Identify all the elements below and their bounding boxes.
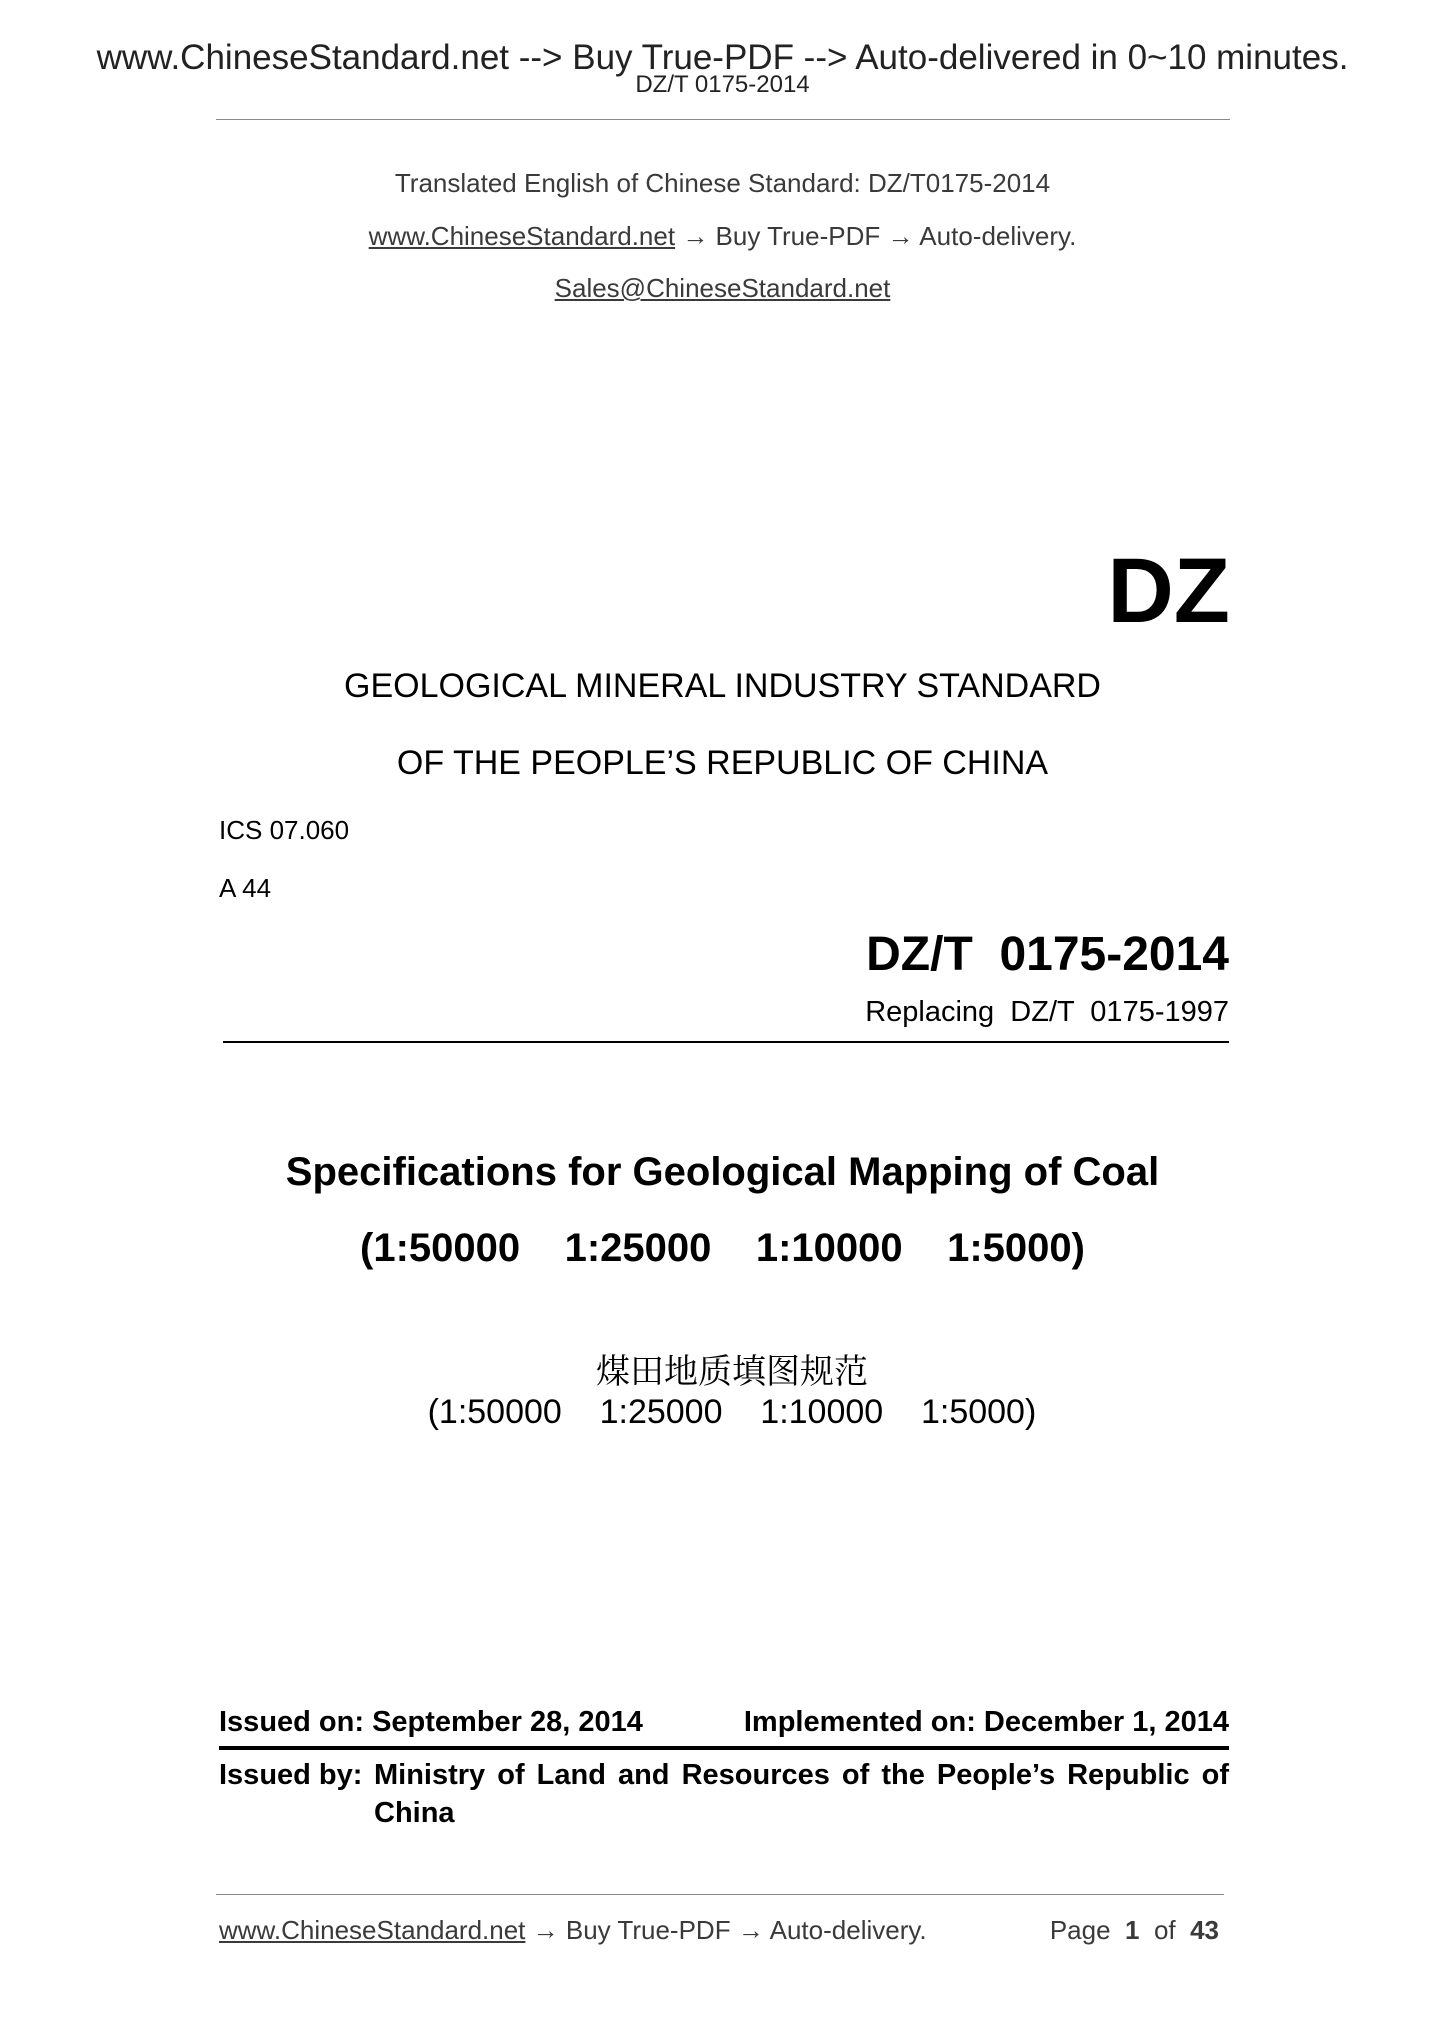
- translation-note: Translated English of Chinese Standard: DZ/T0175-2014: [394, 168, 1051, 198]
- chinese-title: 煤田地质填图规范: [595, 1353, 868, 1391]
- issued-by-line-2: China: [374, 1797, 455, 1829]
- org-line-2: OF THE PEOPLE’S REPUBLIC OF CHINA: [396, 744, 1049, 782]
- dz-logo: DZ: [1107, 540, 1230, 642]
- email-line: [0, 273, 1445, 304]
- header-divider: [216, 119, 1230, 120]
- issued-by-label: Issued by:: [219, 1759, 363, 1791]
- arrow-right-icon: →: [682, 221, 709, 251]
- top-banner[interactable]: www.ChineseStandard.net --> Buy True-PDF --> Auto-delivered in 0~10 minutes.: [96, 38, 1349, 77]
- footer-site-link[interactable]: www.ChineseStandard.net: [219, 1915, 526, 1945]
- issued-by-line-1: Ministry of Land and Resources of the People’s Republic of: [374, 1759, 1229, 1791]
- standard-number: DZ/T 0175-2014: [866, 928, 1229, 981]
- page-current: 1: [1125, 1915, 1140, 1945]
- footer-delivery-text: Auto-delivery.: [769, 1915, 927, 1945]
- footer-delivery-line: [219, 1915, 927, 1946]
- document-title: Specifications for Geological Mapping of Coal: [285, 1150, 1160, 1194]
- issued-on: Issued on: September 28, 2014: [219, 1706, 643, 1738]
- sales-email-link[interactable]: Sales@ChineseStandard.net: [554, 273, 891, 303]
- page-number: [1050, 1915, 1219, 1946]
- page-total: 43: [1190, 1915, 1219, 1945]
- running-head: DZ/T 0175-2014: [635, 71, 810, 98]
- delivery-line: [0, 221, 1445, 252]
- footer-buy-text: Buy True-PDF: [565, 1915, 731, 1945]
- replacing-note: Replacing DZ/T 0175-1997: [865, 996, 1229, 1028]
- chinese-title-line: [0, 1305, 1445, 1432]
- page-of: of: [1153, 1915, 1176, 1945]
- arrow-right-icon: →: [887, 221, 914, 251]
- site-link[interactable]: www.ChineseStandard.net: [368, 221, 676, 251]
- chinese-scales: (1:50000 1:25000 1:10000 1:5000): [427, 1393, 1037, 1431]
- document-scales: (1:50000 1:25000 1:10000 1:5000): [360, 1226, 1085, 1270]
- ccs-code: A 44: [219, 873, 272, 903]
- ics-code: ICS 07.060: [219, 815, 350, 845]
- footer-divider: [216, 1894, 1224, 1895]
- arrow-right-icon: →: [532, 1915, 559, 1945]
- issue-divider: [219, 1746, 1229, 1750]
- title-divider: [223, 1041, 1229, 1043]
- org-line-1: GEOLOGICAL MINERAL INDUSTRY STANDARD: [344, 667, 1101, 705]
- auto-delivery-text: Auto-delivery.: [919, 221, 1077, 251]
- implemented-on: Implemented on: December 1, 2014: [743, 1706, 1229, 1738]
- arrow-right-icon: →: [737, 1915, 764, 1945]
- page-label: Page: [1049, 1915, 1111, 1945]
- buy-true-pdf-text: Buy True-PDF: [715, 221, 881, 251]
